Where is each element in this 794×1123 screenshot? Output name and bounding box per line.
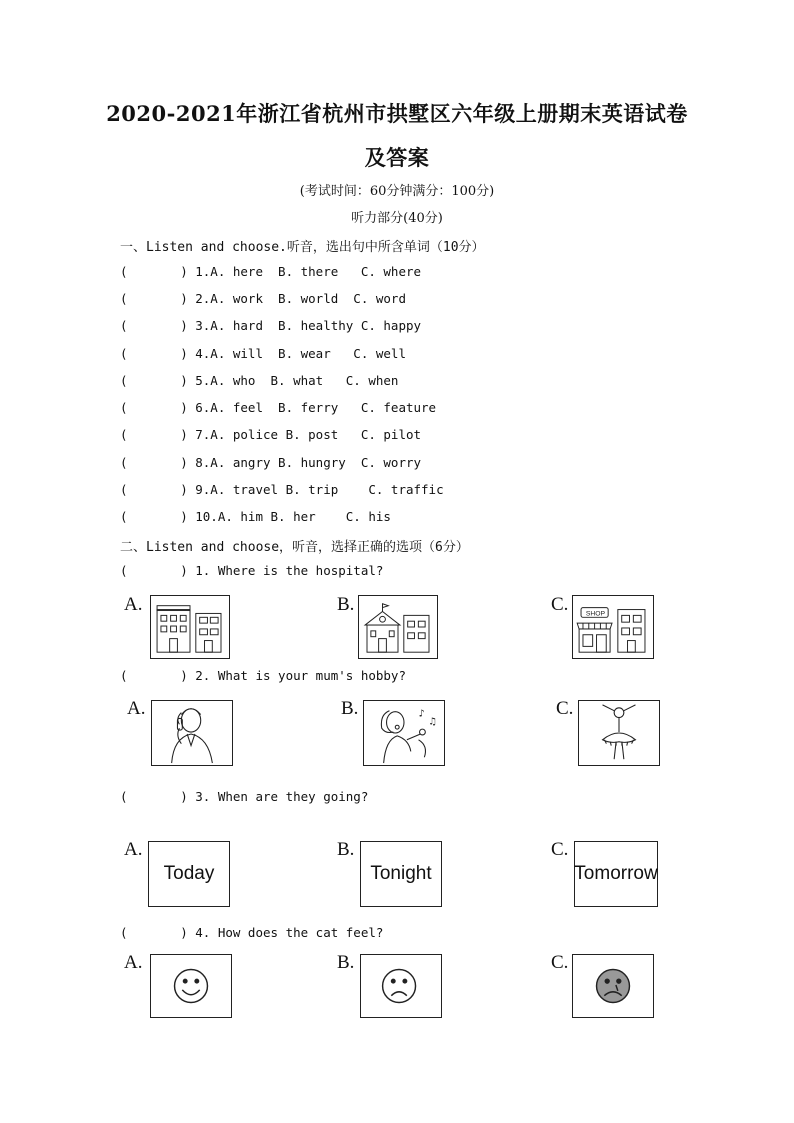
man-on-phone-icon [151, 700, 233, 766]
hospital-building-icon [150, 595, 230, 659]
section1-item: ( ) 10.A. him B. her C. his [120, 509, 391, 524]
section1-item: ( ) 9.A. travel B. trip C. traffic [120, 482, 444, 497]
option-letter-a: A. [124, 839, 143, 860]
option-letter-b: B. [337, 839, 355, 860]
page-title-line1: 2020-2021年浙江省杭州市拱墅区六年级上册期末英语试卷 [106, 101, 688, 126]
section1-heading: 一、Listen and choose.听音，选出句中所含单词（10分） [120, 240, 485, 255]
listening-part-label: 听力部分(40分) [351, 211, 443, 226]
option-letter-a: A. [124, 952, 143, 973]
word-option-today: Today [148, 841, 230, 907]
option-letter-a: A. [124, 594, 143, 615]
svg-text:♫: ♫ [428, 716, 437, 728]
ballet-dancer-icon [578, 700, 660, 766]
section2-heading: 二、Listen and choose，听音，选择正确的选项（6分） [120, 540, 469, 555]
exam-info: (考试时间：60分钟满分：100分) [299, 184, 495, 199]
option-letter-c: C. [551, 594, 569, 615]
section1-item: ( ) 8.A. angry B. hungry C. worry [120, 455, 422, 470]
option-letter-b: B. [341, 698, 359, 719]
svg-text:SHOP: SHOP [585, 610, 606, 618]
page-title-line2: 及答案 [364, 145, 430, 170]
section2-question-2: ( ) 2. What is your mum's hobby? [120, 668, 406, 683]
section2-question-1: ( ) 1. Where is the hospital? [120, 563, 384, 578]
word-option-tomorrow: Tomorrow [574, 841, 658, 907]
section1-item: ( ) 6.A. feel B. ferry C. feature [120, 400, 437, 415]
shop-building-icon [572, 595, 654, 659]
section1-item: ( ) 4.A. will B. wear C. well [120, 346, 406, 361]
section1-item: ( ) 5.A. who B. what C. when [120, 373, 399, 388]
section1-item: ( ) 1.A. here B. there C. where [120, 264, 422, 279]
happy-face-icon [150, 954, 232, 1018]
option-letter-c: C. [551, 952, 569, 973]
section2-question-4: ( ) 4. How does the cat feel? [120, 925, 384, 940]
section1-item: ( ) 2.A. work B. world C. word [120, 291, 406, 306]
option-letter-b: B. [337, 594, 355, 615]
section1-item: ( ) 7.A. police B. post C. pilot [120, 427, 422, 442]
option-letter-a: A. [127, 698, 146, 719]
section2-question-3: ( ) 3. When are they going? [120, 789, 369, 804]
option-letter-b: B. [337, 952, 355, 973]
word-option-tonight: Tonight [360, 841, 442, 907]
option-letter-c: C. [551, 839, 569, 860]
woman-singing-icon [363, 700, 445, 766]
sad-face-icon [360, 954, 442, 1018]
worried-face-icon [572, 954, 654, 1018]
section1-item: ( ) 3.A. hard B. healthy C. happy [120, 318, 422, 333]
option-letter-c: C. [556, 698, 574, 719]
svg-text:♪: ♪ [418, 708, 425, 720]
school-building-icon [358, 595, 438, 659]
